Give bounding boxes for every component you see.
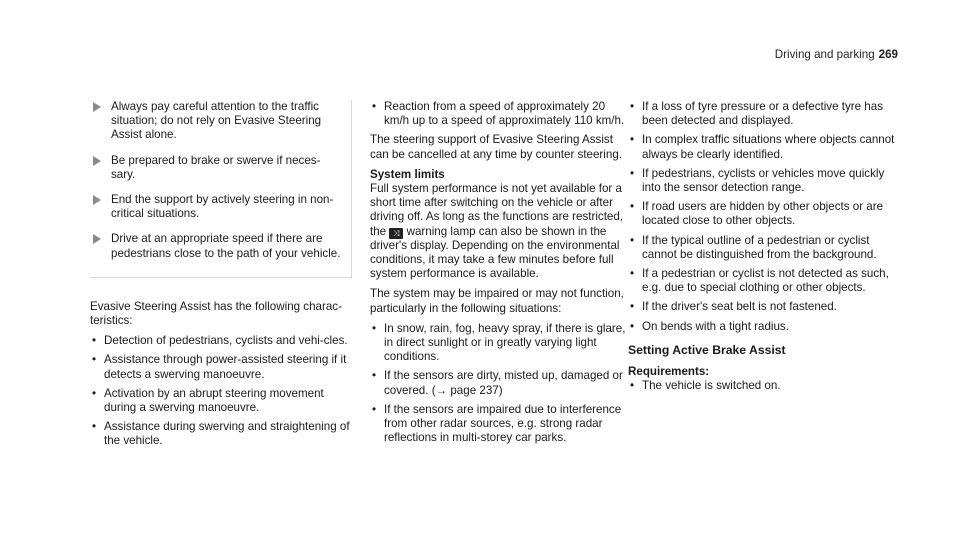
list-item: • Activation by an abrupt steering movement during a swerving manoeuvre. [90, 387, 352, 415]
list-item: • If a pedestrian or cyclist is not detected as such, e.g. due to special clothing or other objects. [628, 267, 898, 295]
system-limits-heading: System limits [370, 167, 445, 181]
triangle-arrow-icon [90, 232, 111, 260]
cancel-text: The steering support of Evasive Steering Assist can be cancelled at any time by counter steering. [370, 133, 622, 161]
triangle-arrow-icon [90, 100, 111, 143]
list-item: • If a loss of tyre pressure or a defective tyre has been detected and displayed. [628, 100, 898, 128]
list-item: • If the typical outline of a pedestrian or cyclist cannot be distinguished from the background. [628, 234, 898, 262]
characteristics-list [90, 334, 352, 448]
page-number: 269 [878, 48, 898, 61]
list-item: • If the driver's seat belt is not fastened. [628, 300, 898, 314]
warning-item: End the support by actively steering in non-critical situations. [90, 193, 341, 221]
column-2 [370, 100, 632, 450]
column-3 [628, 100, 898, 398]
requirements-list [628, 379, 898, 393]
page-header [775, 48, 898, 62]
column-1 [90, 100, 352, 454]
list-item: • Reaction from a speed of approximately 20 km/h up to a speed of approximately 110 km/h. [370, 100, 632, 128]
list-item: • If the sensors are dirty, misted up, damaged or covered. (→ page 237) [370, 369, 632, 397]
situations-list [370, 322, 632, 446]
triangle-arrow-icon [90, 193, 111, 221]
warning-box [90, 100, 352, 278]
list-item: • On bends with a tight radius. [628, 320, 898, 334]
list-item: • In snow, rain, fog, heavy spray, if there is glare, in direct sunlight or in greatly varying light conditions. [370, 322, 632, 365]
section-title: Driving and parking [774, 48, 875, 61]
situations-list-continued [628, 100, 898, 334]
warning-item: Be prepared to brake or swerve if neces-sary. [90, 154, 341, 182]
list-item: • Assistance through power-assisted steering if it detects a swerving manoeuvre. [90, 353, 352, 381]
requirements-heading: Requirements: [628, 365, 710, 379]
list-item: • If pedestrians, cyclists or vehicles move quickly into the sensor detection range. [628, 167, 898, 195]
warning-item: Drive at an appropriate speed if there are pedestrians close to the path of your vehicle. [90, 232, 341, 260]
list-item: • If road users are hidden by other objects or are located close to other objects. [628, 200, 898, 228]
limits-paragraph: Full system performance is not yet available for a short time after switching on the vehicle or after driving off. As long as the functions are restricted, the ⤨ warning lamp can also be shown in the driver's display. Depending on the environmental conditions, it may take a few minutes before full system performance is available. [370, 182, 624, 281]
list-item: • Assistance during swerving and straightening of the vehicle. [90, 420, 352, 448]
list-item: • In complex traffic situations where objects cannot always be clearly identified. [628, 133, 898, 161]
characteristics-intro: Evasive Steering Assist has the following charac-teristics: [90, 299, 342, 328]
list-item: • Detection of pedestrians, cyclists and vehi-cles. [90, 334, 352, 348]
active-brake-assist-heading: Setting Active Brake Assist [628, 342, 786, 357]
triangle-arrow-icon [90, 154, 111, 182]
limits-paragraph-2: The system may be impaired or may not function, particularly in the following situations: [370, 287, 624, 315]
evasive-steering-warning-lamp-icon: ⤨ [389, 228, 403, 239]
warning-item: Always pay careful attention to the traffic situation; do not rely on Evasive Steering Assist alone. [90, 100, 341, 143]
list-item: • The vehicle is switched on. [628, 379, 898, 393]
speed-list [370, 100, 632, 128]
list-item: • If the sensors are impaired due to interference from other radar sources, e.g. strong radar reflections in multi-storey car parks. [370, 403, 632, 446]
